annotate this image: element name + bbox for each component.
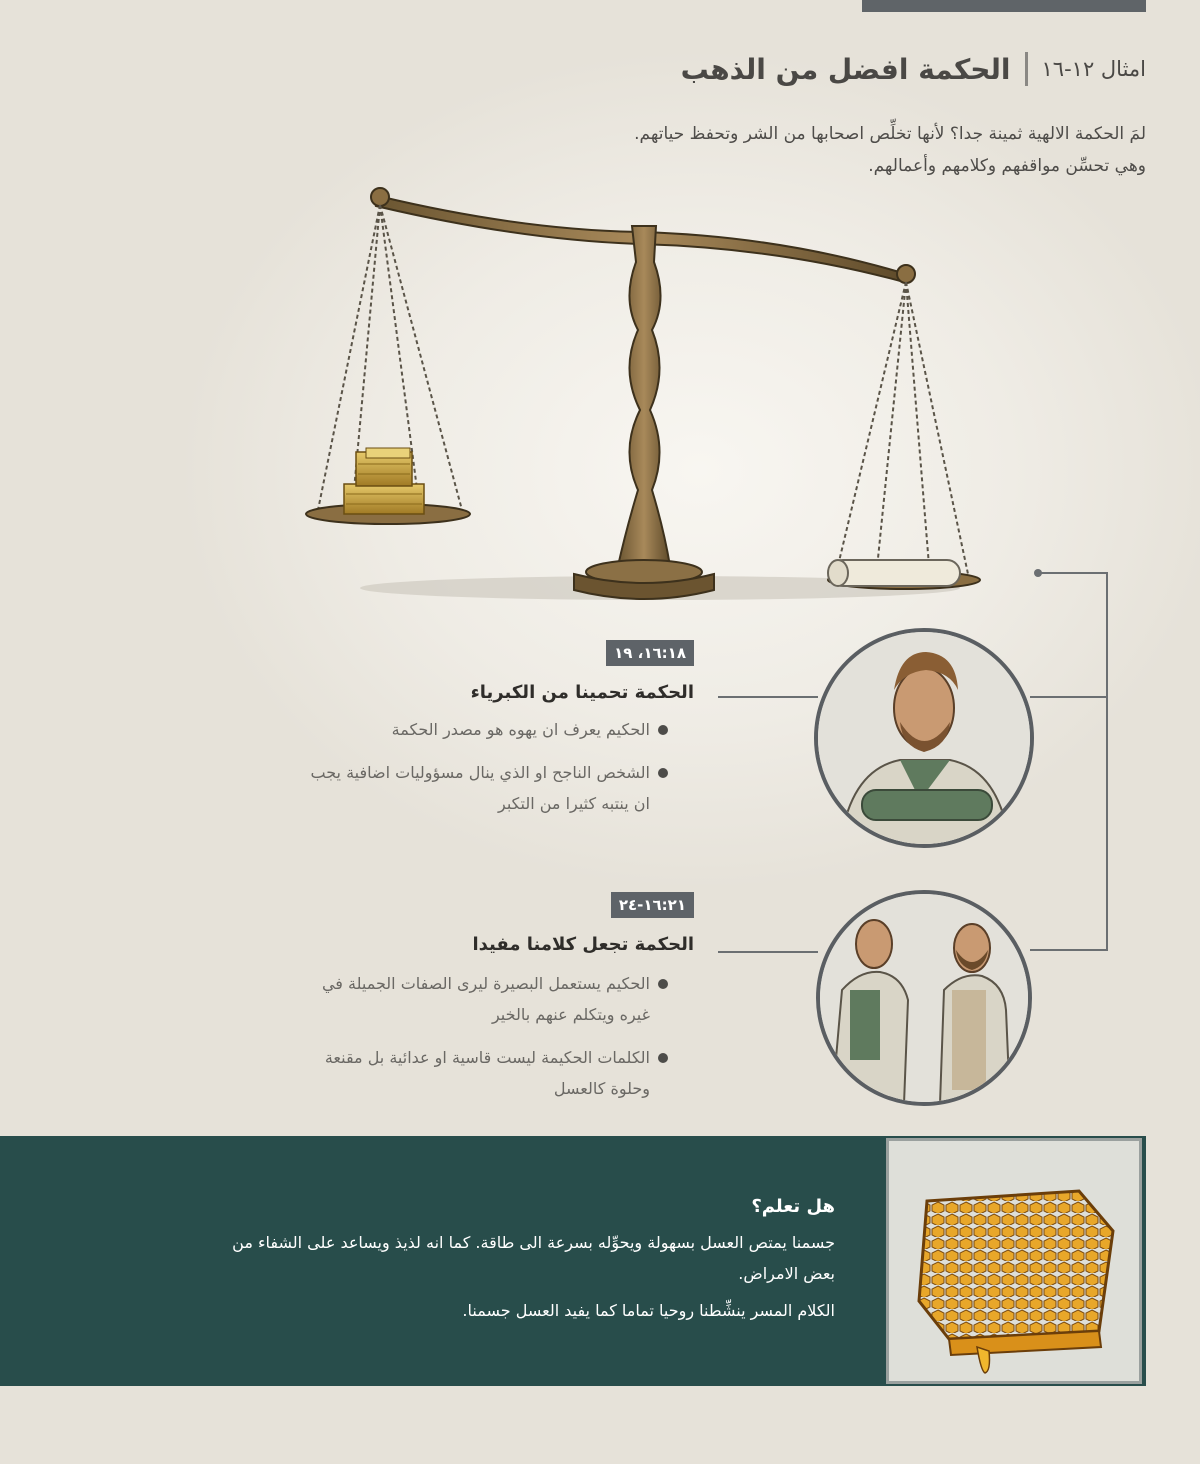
intro-line-1: لمَ الحكمة الالهية ثمينة جدا؟ لأنها تخلِّص اصحابها من الشر وتحفظ حياتهم. bbox=[634, 124, 1146, 144]
gold-coins-stack bbox=[344, 448, 424, 514]
list-item: الكلمات الحكيمة ليست قاسية او عدائية بل مقنعة وحلوة كالعسل bbox=[310, 1042, 670, 1104]
scroll-illustration bbox=[828, 560, 960, 586]
two-men-talking-portrait bbox=[818, 892, 1030, 1104]
section-1-bullet-list bbox=[310, 714, 670, 831]
did-you-know-text bbox=[215, 1196, 835, 1332]
intro-line-2: وهي تحسِّن مواقفهم وكلامهم وأعمالهم. bbox=[868, 156, 1146, 176]
honeycomb-frame bbox=[886, 1138, 1142, 1384]
list-item: الشخص الناجح او الذي ينال مسؤوليات اضافية يجب ان ينتبه كثيرا من التكبر bbox=[310, 757, 670, 819]
proud-man-portrait bbox=[816, 630, 1032, 846]
did-you-know-paragraph-2: الكلام المسر ينشِّطنا روحيا تماما كما يفيد العسل جسمنا. bbox=[462, 1301, 835, 1320]
section-2-title: الحكمة تجعل كلامنا مفيدا bbox=[472, 934, 694, 955]
section-2-reference-label: ١٦:٢١-٢٤ bbox=[611, 892, 694, 918]
section-1-reference-label: ١٦:١٨، ١٩ bbox=[606, 640, 694, 666]
list-item: الحكيم يستعمل البصيرة ليرى الصفات الجميلة في غيره ويتكلم عنهم بالخير bbox=[310, 968, 670, 1030]
page-title: الحكمة افضل من الذهب bbox=[680, 52, 1011, 86]
did-you-know-paragraph-1: جسمنا يمتص العسل بسهولة ويحوِّله بسرعة الى طاقة. كما انه لذيذ ويساعد على الشفاء من بعض الامراض. bbox=[232, 1233, 835, 1283]
list-item: الحكيم يعرف ان يهوه هو مصدر الحكمة bbox=[310, 714, 670, 745]
section-2-bullet-list bbox=[310, 968, 670, 1116]
balance-scale-illustration bbox=[306, 188, 980, 600]
did-you-know-title: هل تعلم؟ bbox=[751, 1196, 835, 1217]
honeycomb-illustration bbox=[889, 1141, 1139, 1381]
scripture-reference: امثال ١٢-١٦ bbox=[1041, 57, 1146, 81]
section-1-title: الحكمة تحمينا من الكبرياء bbox=[470, 682, 694, 703]
